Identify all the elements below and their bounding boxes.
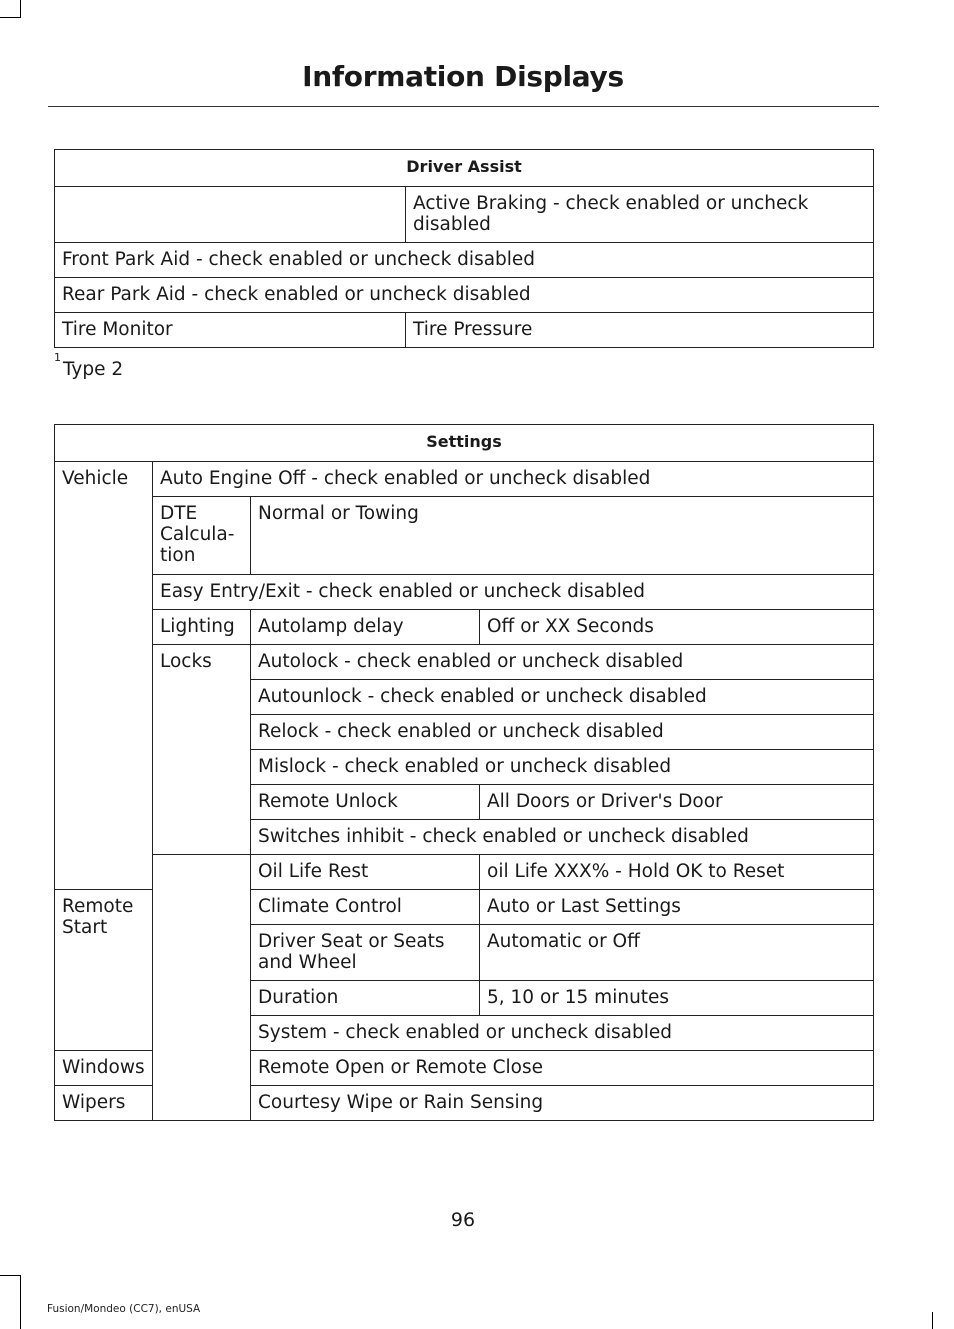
table-cell: Wipers <box>55 1086 153 1121</box>
table-cell: Rear Park Aid - check enabled or uncheck disabled <box>55 278 874 313</box>
table-cell: All Doors or Driver's Door <box>480 785 874 820</box>
table-cell: Switches inhibit - check enabled or uncheck disabled <box>251 820 874 855</box>
page-title: Information Displays <box>302 60 624 93</box>
table-cell: Front Park Aid - check enabled or uncheck disabled <box>55 243 874 278</box>
table-header: Settings <box>55 425 874 462</box>
settings-table <box>54 424 874 1121</box>
table-row <box>55 610 874 645</box>
crop-mark <box>932 1312 933 1329</box>
crop-mark <box>0 1275 20 1276</box>
page-number: 96 <box>450 1209 476 1231</box>
table-row <box>55 313 874 348</box>
crop-mark <box>20 1275 21 1329</box>
table-row <box>55 575 874 610</box>
table-cell: oil Life XXX% - Hold OK to Reset <box>480 855 874 890</box>
crop-mark <box>20 0 21 18</box>
table-cell: Off or XX Seconds <box>480 610 874 645</box>
footnote-text: Type 2 <box>63 359 124 381</box>
footnote-mark: 1 <box>54 351 61 364</box>
table-row <box>55 425 874 462</box>
table-row <box>55 497 874 575</box>
table-cell: Autolock - check enabled or uncheck disabled <box>251 645 874 680</box>
table-header: Driver Assist <box>55 150 874 187</box>
table-cell: Oil Life Rest <box>251 855 480 890</box>
table-row <box>55 243 874 278</box>
table-cell: Active Braking - check enabled or uncheck disabled <box>406 187 874 243</box>
table-cell: Automatic or Off <box>480 925 874 981</box>
table-cell: Remote Start <box>55 890 153 1051</box>
table-cell: Relock - check enabled or uncheck disabled <box>251 715 874 750</box>
table-cell: Windows <box>55 1051 153 1086</box>
table-row <box>55 187 874 243</box>
table-cell: Tire Pressure <box>406 313 874 348</box>
table-cell: Mislock - check enabled or uncheck disabled <box>251 750 874 785</box>
footnote <box>54 351 124 381</box>
table-row <box>55 645 874 680</box>
table-cell: Easy Entry/Exit - check enabled or uncheck disabled <box>153 575 874 610</box>
table-cell: Tire Monitor <box>55 313 406 348</box>
table-cell: Auto or Last Settings <box>480 890 874 925</box>
table-cell: Auto Engine Off - check enabled or uncheck disabled <box>153 462 874 497</box>
table-cell: Normal or Towing <box>251 497 874 575</box>
crop-mark <box>0 17 20 18</box>
table-cell: Climate Control <box>251 890 480 925</box>
table-cell: Remote Open or Remote Close <box>251 1051 874 1086</box>
table-row <box>55 855 874 890</box>
table-cell: Duration <box>251 981 480 1016</box>
table-cell: Autounlock - check enabled or uncheck disabled <box>251 680 874 715</box>
table-cell: Remote Unlock <box>251 785 480 820</box>
driver-assist-table <box>54 149 874 348</box>
table-row <box>55 150 874 187</box>
table-row <box>55 278 874 313</box>
vehicle-cell: Vehicle <box>55 462 153 890</box>
table-cell <box>153 855 251 1121</box>
table-cell: Locks <box>153 645 251 855</box>
table-cell: 5, 10 or 15 minutes <box>480 981 874 1016</box>
table-cell <box>55 187 406 243</box>
table-row <box>55 462 874 497</box>
table-cell: System - check enabled or uncheck disabled <box>251 1016 874 1051</box>
footer-text: Fusion/Mondeo (CC7), enUSA <box>47 1303 201 1315</box>
table-cell: Driver Seat or Seats and Wheel <box>251 925 480 981</box>
table-cell: DTE Calcula-tion <box>153 497 251 575</box>
table-cell: Lighting <box>153 610 251 645</box>
title-rule <box>48 106 879 107</box>
table-cell: Courtesy Wipe or Rain Sensing <box>251 1086 874 1121</box>
table-cell: Autolamp delay <box>251 610 480 645</box>
